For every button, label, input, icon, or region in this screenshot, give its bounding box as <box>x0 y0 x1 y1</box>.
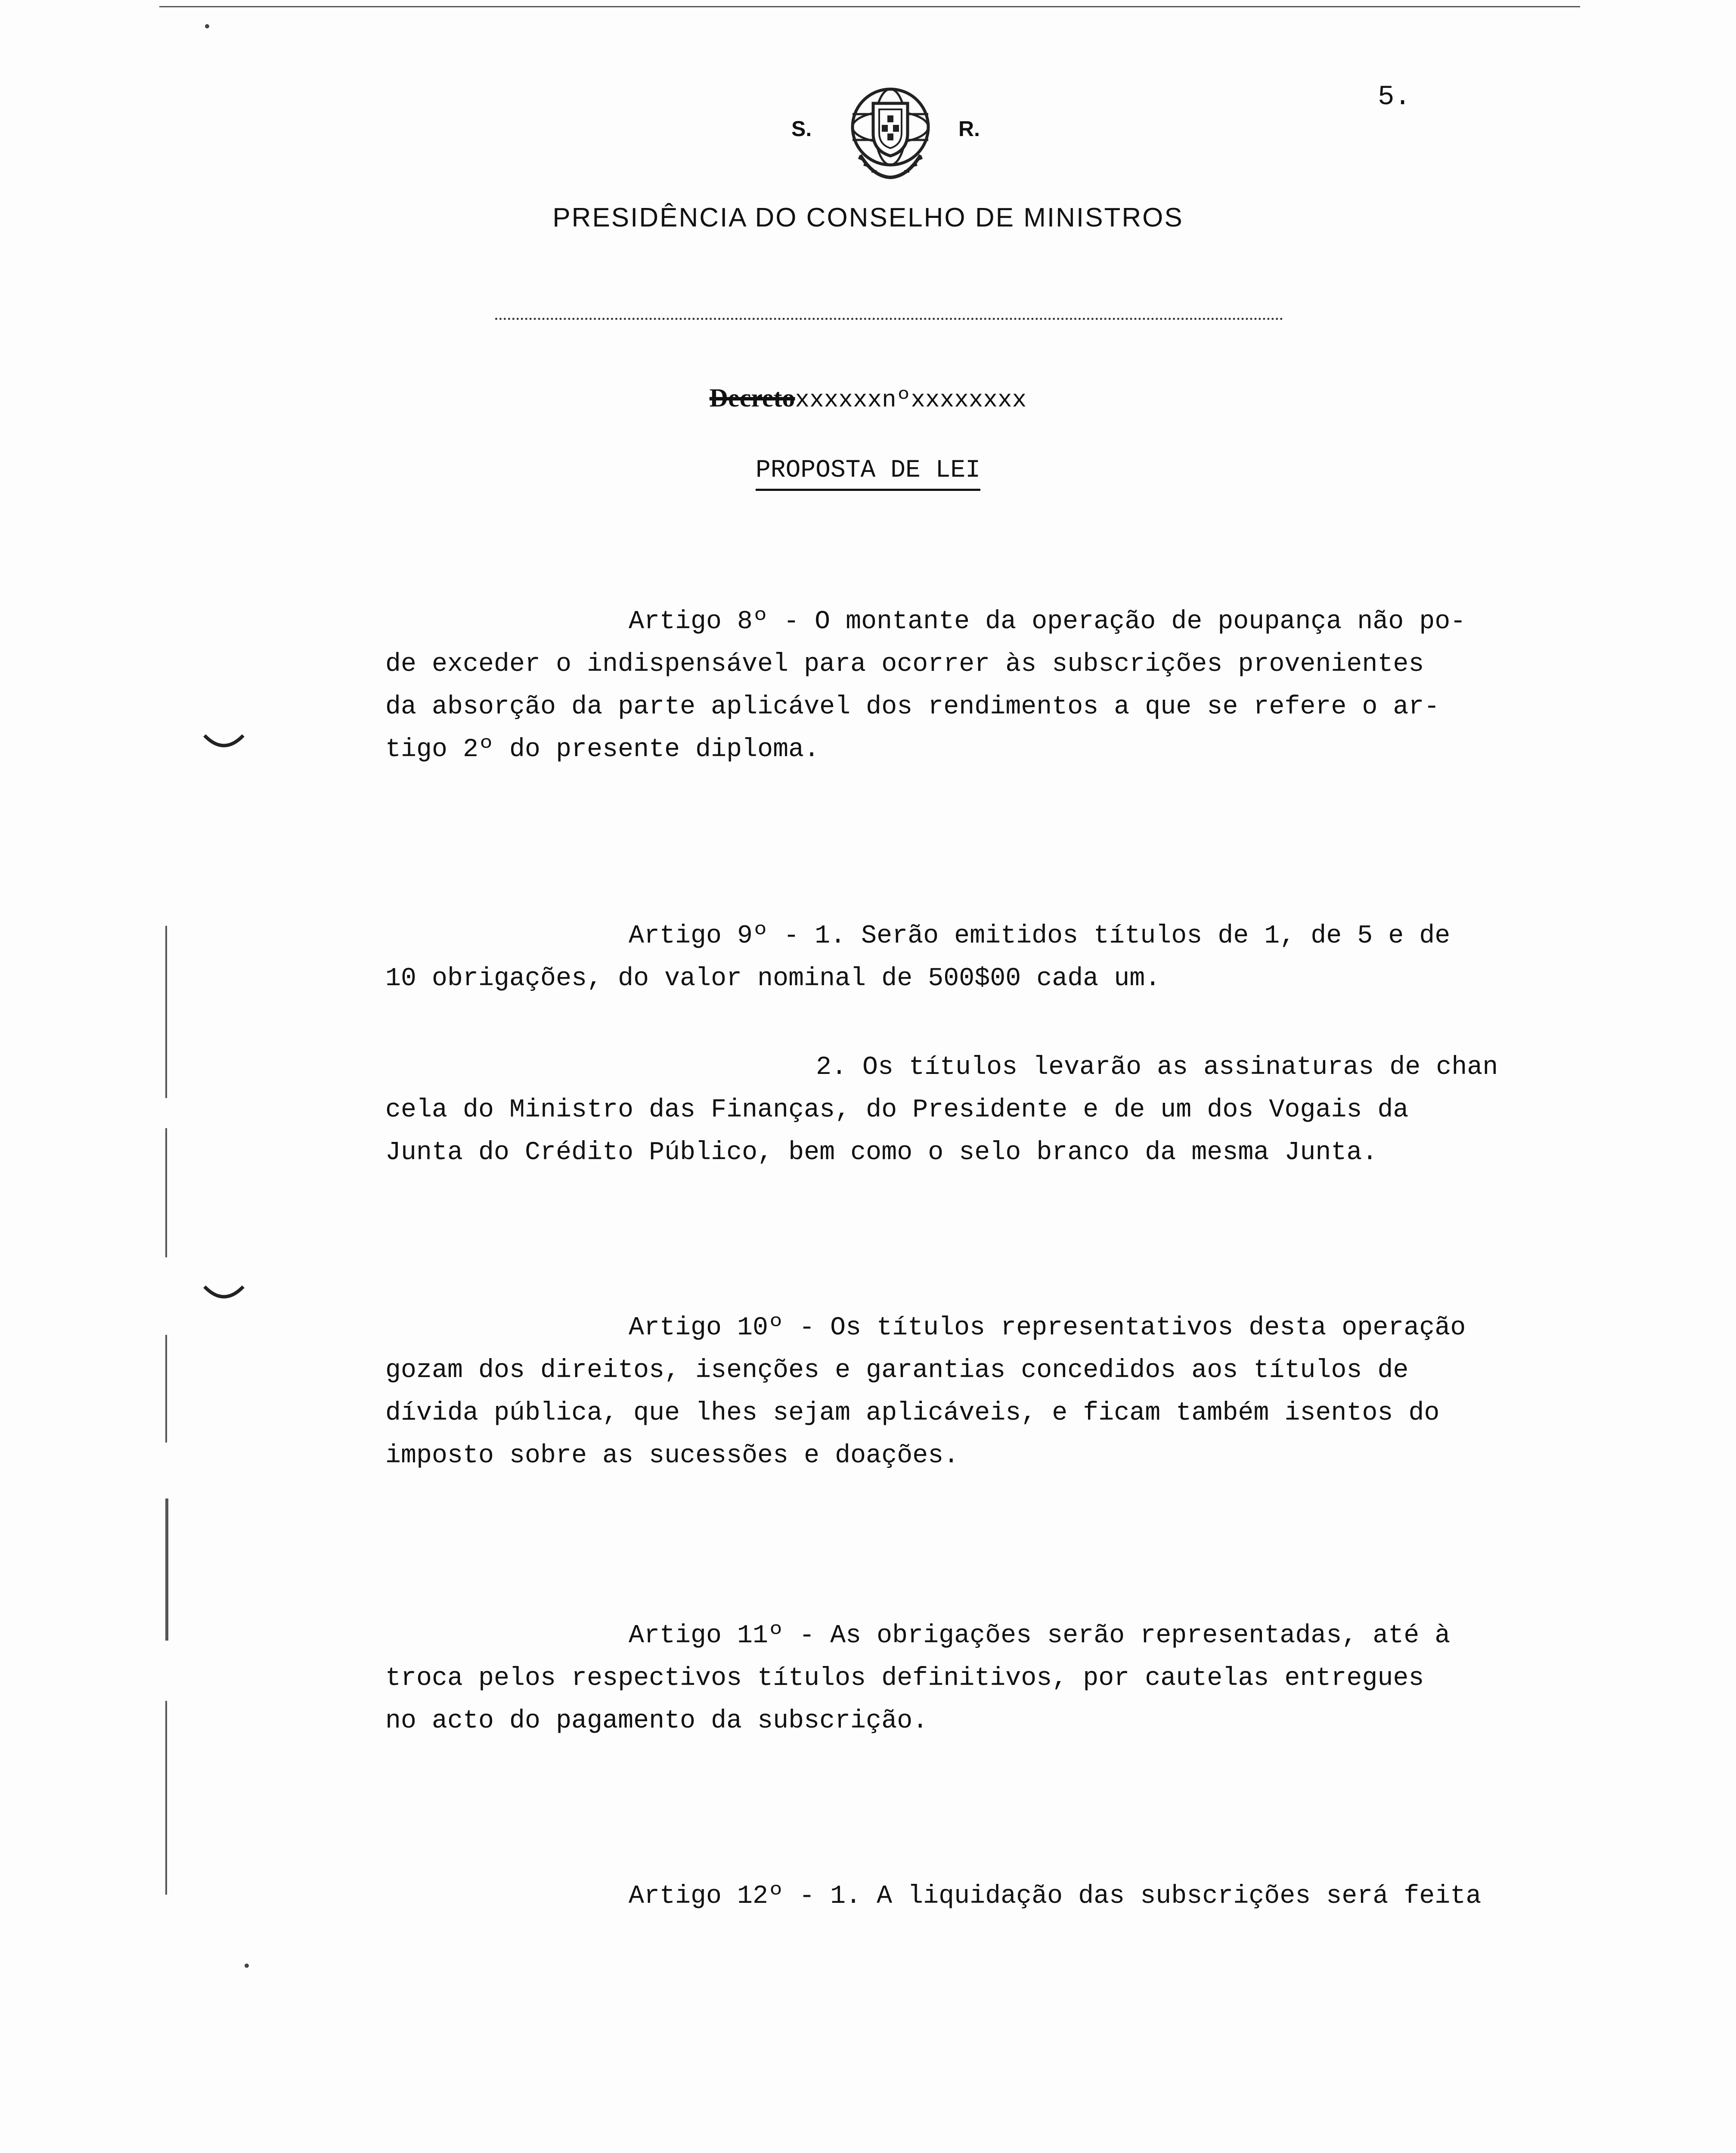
article-line: Artigo 9º - 1. Serão emitidos títulos de 1, de 5 e de <box>629 921 1451 951</box>
document-title <box>0 456 1736 484</box>
binding-edge-line <box>165 1128 167 1257</box>
page-number: 5. <box>1378 82 1411 113</box>
scan-speck <box>205 24 209 28</box>
article-line: troca pelos respectivos títulos definitivos, por cautelas entregues <box>385 1664 1424 1693</box>
article-line: cela do Ministro das Finanças, do Presidente e de um dos Vogais da <box>385 1095 1409 1125</box>
article-12 <box>385 1875 1582 1918</box>
dotted-separator <box>495 318 1283 320</box>
binding-edge-line <box>165 1701 167 1895</box>
article-line: Artigo 12º - 1. A liquidação das subscrições será feita <box>629 1882 1482 1911</box>
article-line: no acto do pagamento da subscrição. <box>385 1706 928 1736</box>
decree-placeholder: xxxxxxnºxxxxxxxx <box>795 386 1027 414</box>
binding-edge-line <box>165 1498 168 1641</box>
coat-of-arms-icon <box>843 82 938 181</box>
binding-edge-line <box>165 1335 167 1443</box>
institution-heading: PRESIDÊNCIA DO CONSELHO DE MINISTROS <box>552 203 1184 233</box>
document-title-text: PROPOSTA DE LEI <box>756 456 980 491</box>
binding-edge-line <box>165 926 167 1098</box>
top-edge-rule <box>159 6 1580 7</box>
decree-line <box>0 383 1736 414</box>
article-line: Junta do Crédito Público, bem como o selo branco da mesma Junta. <box>385 1138 1378 1167</box>
article-line: de exceder o indispensável para ocorrer às subscrições provenientes <box>385 650 1424 679</box>
article-line: 2. Os títulos levarão as assinaturas de chan <box>816 1053 1498 1082</box>
article-11 <box>385 1615 1582 1743</box>
scan-speck <box>245 1964 249 1968</box>
article-9-paragraph-1 <box>385 915 1582 1000</box>
article-line: imposto sobre as sucessões e doações. <box>385 1441 959 1470</box>
article-8 <box>385 601 1582 771</box>
article-10 <box>385 1307 1582 1477</box>
article-line: 10 obrigações, do valor nominal de 500$00 cada um. <box>385 964 1161 993</box>
article-line: tigo 2º do presente diploma. <box>385 735 820 764</box>
sr-r-label: R. <box>958 117 980 141</box>
sr-emblem-line <box>0 73 1736 159</box>
sr-s-label: S. <box>791 117 812 141</box>
article-line: dívida pública, que lhes sejam aplicáveis, e ficam também isentos do <box>385 1399 1440 1428</box>
article-line: da absorção da parte aplicável dos rendimentos a que se refere o ar- <box>385 692 1440 722</box>
article-9-paragraph-2 <box>385 1046 1582 1174</box>
article-line: Artigo 8º - O montante da operação de poupança não po- <box>629 607 1466 636</box>
punch-hole-mark <box>202 1283 245 1305</box>
punch-hole-mark <box>202 732 245 754</box>
article-line: Artigo 10º - Os títulos representativos desta operação <box>629 1313 1466 1343</box>
article-line: Artigo 11º - As obrigações serão representadas, até à <box>629 1621 1451 1650</box>
decree-struck-word: Decreto <box>709 384 795 412</box>
article-line: gozam dos direitos, isenções e garantias concedidos aos títulos de <box>385 1356 1409 1385</box>
